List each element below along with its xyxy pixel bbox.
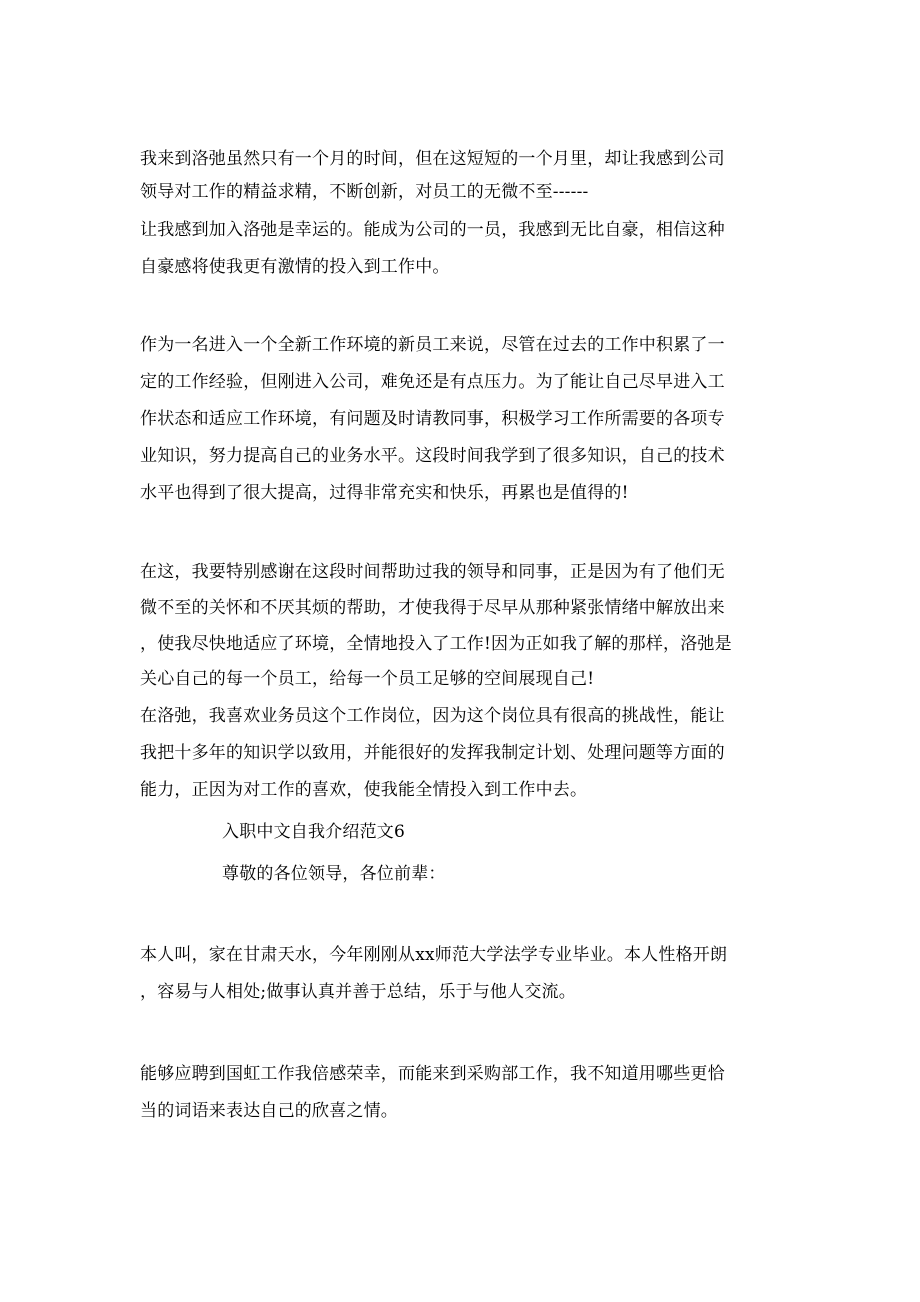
paragraph-line: 自豪感将使我更有激情的投入到工作中。 bbox=[140, 257, 450, 277]
paragraph-line: 水平也得到了很大提高，过得非常充实和快乐，再累也是值得的! bbox=[140, 483, 629, 503]
paragraph-line: 本人叫，家在甘肃天水，今年刚刚从xx师范大学法学专业毕业。本人性格开朗 bbox=[140, 945, 728, 965]
paragraph-line: 我把十多年的知识学以致用，并能很好的发挥我制定计划、处理问题等方面的 bbox=[140, 743, 725, 763]
paragraph-line: 在这，我要特别感谢在这段时间帮助过我的领导和同事，正是因为有了他们无 bbox=[140, 562, 725, 582]
paragraph-line: 能力，正因为对工作的喜欢，使我能全情投入到工作中去。 bbox=[140, 780, 588, 800]
salutation: 尊敬的各位领导，各位前辈： bbox=[222, 864, 446, 884]
paragraph-line: 我来到洛弛虽然只有一个月的时间，但在这短短的一个月里，却让我感到公司 bbox=[140, 149, 725, 169]
paragraph-line: 业知识，努力提高自己的业务水平。这段时间我学到了很多知识，自己的技术 bbox=[140, 446, 725, 466]
paragraph-line: ，使我尽快地适应了环境，全情地投入了工作!因为正如我了解的那样，洛弛是 bbox=[140, 634, 732, 654]
paragraph-line: 让我感到加入洛弛是幸运的。能成为公司的一员，我感到无比自豪，相信这种 bbox=[140, 220, 725, 240]
paragraph-line: 作状态和适应工作环境，有问题及时请教同事，积极学习工作所需要的各项专 bbox=[140, 409, 725, 429]
paragraph-line: 微不至的关怀和不厌其烦的帮助，才使我得于尽早从那种紧张情绪中解放出来 bbox=[140, 598, 725, 618]
paragraph-line: 能够应聘到国虹工作我倍感荣幸，而能来到采购部工作，我不知道用哪些更恰 bbox=[140, 1064, 725, 1084]
paragraph-line: 在洛弛，我喜欢业务员这个工作岗位，因为这个岗位具有很高的挑战性，能让 bbox=[140, 706, 725, 726]
paragraph-line: 定的工作经验，但刚进入公司，难免还是有点压力。为了能让自己尽早进入工 bbox=[140, 372, 725, 392]
paragraph-line: 作为一名进入一个全新工作环境的新员工来说，尽管在过去的工作中积累了一 bbox=[140, 335, 725, 355]
section-heading: 入职中文自我介绍范文6 bbox=[222, 822, 406, 842]
paragraph-line: 关心自己的每一个员工，给每一个员工足够的空间展现自己! bbox=[140, 669, 595, 689]
paragraph-line: 当的词语来表达自己的欣喜之情。 bbox=[140, 1101, 398, 1121]
paragraph-line: ，容易与人相处;做事认真并善于总结，乐于与他人交流。 bbox=[140, 982, 576, 1002]
paragraph-line: 领导对工作的精益求精，不断创新，对员工的无微不至------ bbox=[140, 182, 589, 202]
